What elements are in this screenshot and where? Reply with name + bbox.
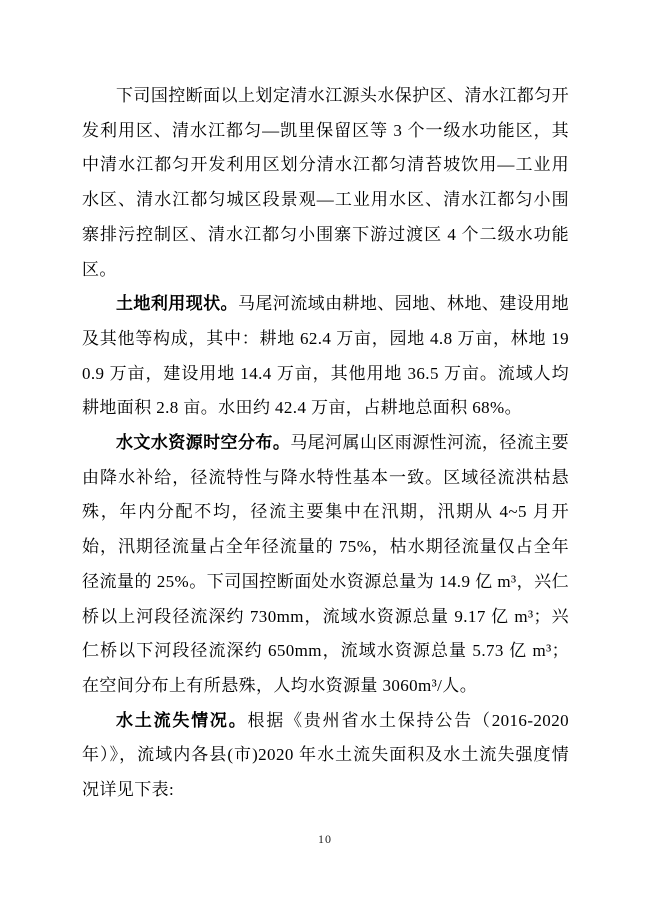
paragraph-lead: 水土流失情况。 xyxy=(116,710,248,730)
paragraph-text: 根据《贵州省水土保持公告（2016-2020年）》，流域内各县(市)2020 年水土流失面积及水土流失强度情况详见下表: xyxy=(82,710,569,800)
paragraph-lead: 水文水资源时空分布。 xyxy=(116,433,291,453)
paragraph-text: 马尾河流域由耕地、园地、林地、建设用地及其他等构成，其中：耕地 62.4 万亩，园地 4.8 万亩，林地 190.9 万亩，建设用地 14.4 万亩，其他用地 36.5 万亩。流域人均耕地面积 2.8 亩。水田约 42.4 万亩，占耕地总面积 68%。 xyxy=(82,294,569,418)
paragraph xyxy=(82,79,569,287)
paragraph xyxy=(82,426,569,704)
paragraph xyxy=(82,704,569,808)
paragraph xyxy=(82,287,569,426)
document-body xyxy=(82,79,569,808)
paragraph-text: 马尾河属山区雨源性河流，径流主要由降水补给，径流特性与降水特性基本一致。区域径流洪枯悬殊，年内分配不均，径流主要集中在汛期，汛期从 4~5 月开始，汛期径流量占全年径流量的 75%，枯水期径流量仅占全年径流量的 25%。下司国控断面处水资源总量为 14.9 亿 m³，兴仁桥以上河段径流深约 730mm，流域水资源总量 9.17 亿 m³；兴仁桥以下河段径流深约 650mm，流域水资源总量 5.73 亿 m³；在空间分布上有所悬殊，人均水资源量 3060m³/人。 xyxy=(82,433,570,695)
paragraph-lead: 土地利用现状。 xyxy=(116,294,238,314)
paragraph-text: 下司国控断面以上划定清水江源头水保护区、清水江都匀开发利用区、清水江都匀—凯里保留区等 3 个一级水功能区，其中清水江都匀开发利用区划分清水江都匀清苔坡饮用—工业用水区、清水江都匀城区段景观—工业用水区、清水江都匀小围寨排污控制区、清水江都匀小围寨下游过渡区 4 个二级水功能区。 xyxy=(82,86,569,279)
page-number: 10 xyxy=(318,832,332,846)
